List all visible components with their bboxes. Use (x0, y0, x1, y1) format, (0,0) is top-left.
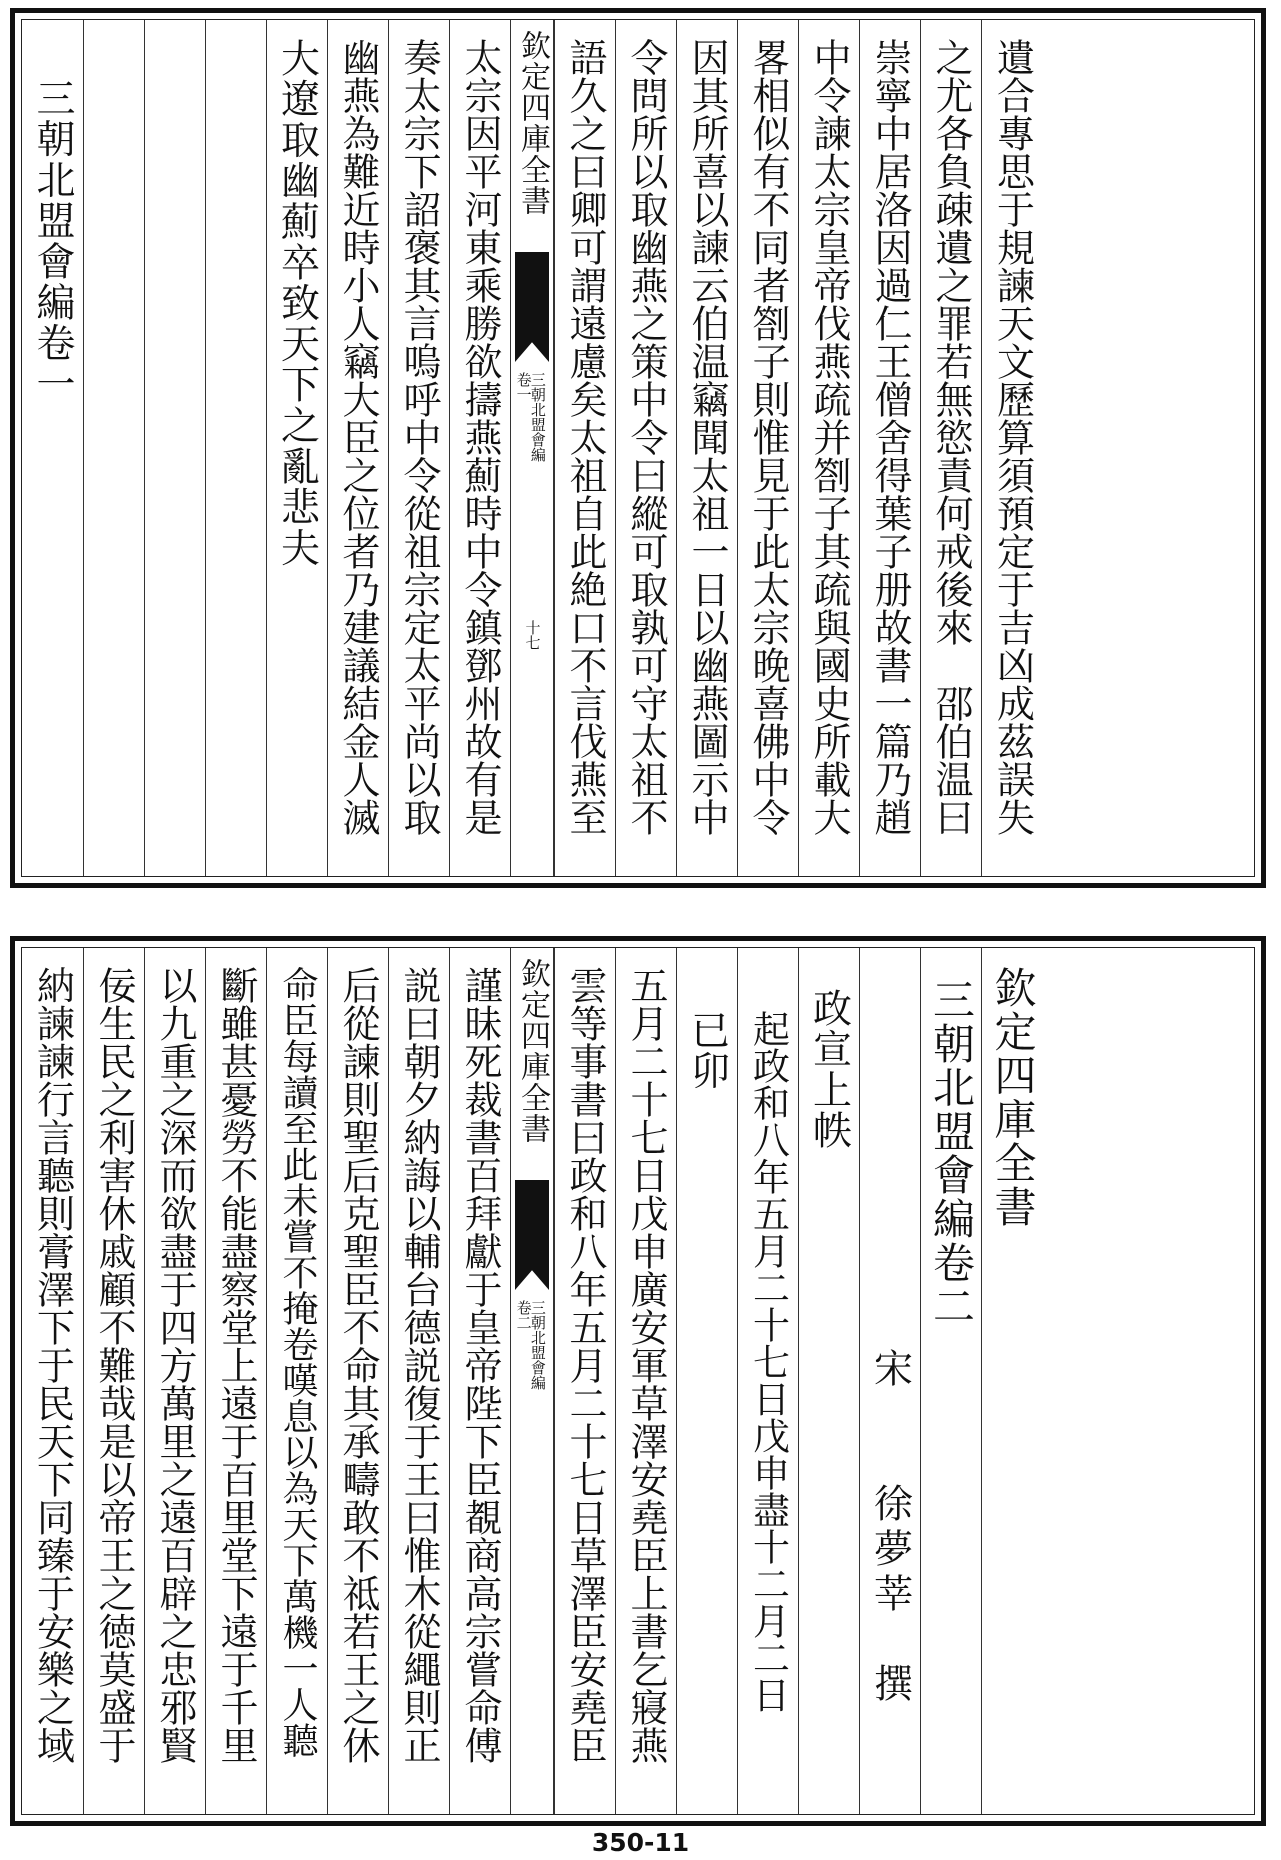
bottom-right-column-7 (615, 948, 676, 1814)
text-column: 遺合專思于規諫天文歷算須預定于吉凶成茲誤失 (990, 38, 1035, 836)
text-column: 以九重之深而欲盡于四方萬里之遠百辟之忠邪賢 (153, 966, 197, 1764)
top-fold-column (510, 20, 554, 876)
bottom-left-column-2 (388, 948, 449, 1814)
date-heading: 已卯 (684, 1010, 730, 1092)
page-number: 350-11 (591, 1828, 690, 1857)
bottom-right-column-1 (981, 948, 1043, 1814)
top-left-column-8 (22, 20, 83, 876)
top-left-column-4 (266, 20, 327, 876)
text-column: 雲等事書曰政和八年五月二十七日草澤臣安堯臣 (563, 966, 607, 1764)
top-right-column-3 (859, 20, 920, 876)
bottom-right-column-6 (676, 948, 737, 1814)
bottom-left-column-1 (449, 948, 510, 1814)
fish-tail-mark (515, 252, 549, 362)
text-column: 崇寧中居洛因過仁王僧舍得葉子册故書一篇乃趙 (868, 38, 912, 836)
text-column: 五月二十七日戊申廣安軍草澤安堯臣上書乞寢燕 (624, 966, 668, 1764)
text-column: 幽燕為難近時小人竊大臣之位者乃建議結金人滅 (336, 38, 380, 836)
text-column: 斷雖甚憂勞不能盡察堂上遠于百里堂下遠于千里 (214, 966, 258, 1764)
top-left-column-1 (449, 20, 510, 876)
fold-volume: 卷二 (514, 1300, 533, 1330)
bottom-left-column-6 (144, 948, 205, 1814)
section-title: 政宣上帙 (806, 988, 852, 1152)
book-title: 欽定四庫全書 (988, 966, 1038, 1229)
date-range: 起政和八年五月二十七日戊申盡十二月二日 (746, 1010, 790, 1713)
top-left-column-3 (327, 20, 388, 876)
text-column: 后從諫則聖后克聖臣不命其承疇敢不祗若王之休 (336, 966, 380, 1764)
bottom-right-column-5 (737, 948, 798, 1814)
top-page-inner-border (21, 19, 1255, 877)
bottom-left-column-5 (205, 948, 266, 1814)
fold-leaf-number: 十七 (523, 620, 542, 650)
text-column: 納諫諫行言聽則膏澤下于民天下同臻于安樂之域 (30, 966, 75, 1764)
bottom-fold-column (510, 948, 554, 1814)
top-left-column-2 (388, 20, 449, 876)
bottom-page-inner-border (21, 947, 1255, 1815)
volume-end-title: 三朝北盟會編卷一 (30, 78, 75, 405)
top-right-column-2 (920, 20, 981, 876)
fold-work-title: 三朝北盟會編 (528, 372, 547, 462)
text-column: 令問所以取幽燕之策中令曰縱可取孰可守太祖不 (624, 38, 668, 836)
bottom-page-frame (10, 936, 1266, 1826)
bottom-right-column-8 (554, 948, 615, 1814)
top-right-column-6 (676, 20, 737, 876)
bottom-left-column-4 (266, 948, 327, 1814)
top-right-column-8 (554, 20, 615, 876)
text-column: 中令諫太宗皇帝伐燕疏并劄子其疏與國史所載大 (807, 38, 851, 836)
bottom-left-column-7 (83, 948, 144, 1814)
bottom-right-column-4 (798, 948, 859, 1814)
top-left-column-7 (83, 20, 144, 876)
fold-book-title: 欽定四庫全書 (515, 30, 550, 216)
text-column: 命臣每讀至此未嘗不掩卷嘆息以為天下萬機一人聽 (277, 966, 318, 1758)
top-right-column-1 (981, 20, 1043, 876)
text-column: 説曰朝夕納誨以輔台德説復于王曰惟木從繩則正 (397, 966, 441, 1764)
text-column: 太宗因平河東乘勝欲擣燕薊時中令鎮鄧州故有是 (458, 38, 502, 836)
fold-book-title: 欽定四庫全書 (515, 958, 550, 1144)
text-column: 奏太宗下詔褒其言嗚呼中令從祖宗定太平尚以取 (397, 38, 441, 836)
bottom-right-column-3 (859, 948, 920, 1814)
bottom-left-column-3 (327, 948, 388, 1814)
text-column: 佞生民之利害休戚顧不難哉是以帝王之徳莫盛于 (92, 966, 136, 1764)
text-column: 語久之曰卿可謂遠慮矣太祖自此絶口不言伐燕至 (563, 38, 607, 836)
author-line: 宋 徐夢莘 撰 (867, 1348, 913, 1708)
top-right-column-4 (798, 20, 859, 876)
top-right-column-5 (737, 20, 798, 876)
bottom-right-column-2 (920, 948, 981, 1814)
bottom-left-column-8 (22, 948, 83, 1814)
fish-tail-mark (515, 1180, 549, 1290)
text-column: 大遼取幽薊卒致天下之亂悲夫 (274, 38, 320, 569)
volume-title: 三朝北盟會編卷二 (927, 978, 976, 1329)
top-left-column-5 (205, 20, 266, 876)
top-right-column-7 (615, 20, 676, 876)
text-column: 之尤各負疎遺之罪若無慾責何戒後來 邵伯温曰 (929, 38, 973, 836)
fold-volume: 卷一 (514, 372, 533, 402)
text-column: 因其所喜以諫云伯温竊聞太祖一日以幽燕圖示中 (685, 38, 729, 836)
text-column: 畧相似有不同者劄子則惟見于此太宗晚喜佛中令 (746, 38, 790, 836)
text-column: 謹昧死裁書百拜獻于皇帝陛下臣覩商高宗嘗命傅 (458, 966, 502, 1764)
top-left-column-6 (144, 20, 205, 876)
top-page-frame (10, 8, 1266, 888)
fold-work-title: 三朝北盟會編 (528, 1300, 547, 1390)
